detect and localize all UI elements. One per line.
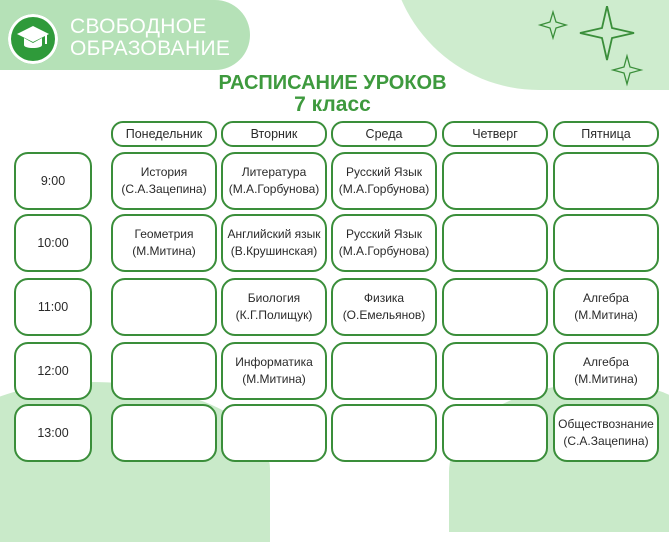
- lesson-subject: Алгебра: [583, 355, 629, 369]
- brand-line-1: СВОБОДНОЕ: [70, 15, 207, 38]
- time-slot: 13:00: [14, 404, 92, 462]
- lesson-subject: Информатика: [235, 355, 313, 369]
- lesson-teacher: (К.Г.Полищук): [235, 308, 313, 322]
- lesson-subject: Физика: [363, 291, 405, 305]
- lesson-subject: Алгебра: [583, 291, 629, 305]
- lesson-cell: [553, 214, 659, 272]
- lesson-cell: [553, 404, 659, 462]
- day-header: Вторник: [221, 121, 327, 147]
- lesson-teacher: (М.А.Горбунова): [338, 244, 430, 258]
- day-header: Понедельник: [111, 121, 217, 147]
- lesson-teacher: (С.А.Зацепина): [121, 182, 207, 196]
- lesson-subject: Литература: [241, 165, 307, 179]
- class-label: 7 класс: [294, 93, 371, 116]
- lesson-teacher: (В.Крушинская): [230, 244, 318, 258]
- lesson-subject: Геометрия: [134, 227, 194, 241]
- lesson-cell: [331, 404, 437, 462]
- lesson-teacher: (М.А.Горбунова): [338, 182, 430, 196]
- lesson-cell: [442, 404, 548, 462]
- lesson-cell: [442, 214, 548, 272]
- lesson-cell: [221, 404, 327, 462]
- day-header: Пятница: [553, 121, 659, 147]
- time-slot: 11:00: [14, 278, 92, 336]
- lesson-subject: Русский Язык: [346, 165, 422, 179]
- lesson-cell: [331, 278, 437, 336]
- brand-name: [70, 16, 230, 60]
- lesson-cell: [111, 404, 217, 462]
- page-title: [0, 72, 669, 116]
- lesson-cell: [221, 342, 327, 400]
- lesson-cell: [442, 278, 548, 336]
- lesson-cell: [553, 152, 659, 210]
- time-slot: 9:00: [14, 152, 92, 210]
- lesson-cell: [331, 214, 437, 272]
- lesson-teacher: (М.Митина): [132, 244, 196, 258]
- lesson-cell: [553, 278, 659, 336]
- brand-line-2: ОБРАЗОВАНИЕ: [70, 37, 231, 60]
- lesson-subject: Биология: [247, 291, 301, 305]
- lesson-teacher: (М.Митина): [242, 372, 306, 386]
- lesson-cell: [442, 342, 548, 400]
- day-header: Четверг: [442, 121, 548, 147]
- lesson-cell: [331, 152, 437, 210]
- lesson-cell: [221, 214, 327, 272]
- lesson-teacher: (М.Митина): [574, 372, 638, 386]
- lesson-cell: [111, 152, 217, 210]
- lesson-cell: [111, 278, 217, 336]
- graduation-cap-icon: [8, 14, 58, 64]
- lesson-cell: [221, 278, 327, 336]
- time-slot: 12:00: [14, 342, 92, 400]
- lesson-cell: [111, 342, 217, 400]
- lesson-cell: [553, 342, 659, 400]
- lesson-teacher: (М.А.Горбунова): [228, 182, 320, 196]
- lesson-subject: Обществознание: [558, 417, 654, 431]
- lesson-subject: Английский язык: [227, 227, 321, 241]
- lesson-cell: [111, 214, 217, 272]
- lesson-subject: История: [140, 165, 188, 179]
- lesson-teacher: (С.А.Зацепина): [563, 434, 649, 448]
- time-slot: 10:00: [14, 214, 92, 272]
- lesson-cell: [442, 152, 548, 210]
- schedule-heading: РАСПИСАНИЕ УРОКОВ: [218, 72, 447, 94]
- lesson-cell: [331, 342, 437, 400]
- lesson-teacher: (М.Митина): [574, 308, 638, 322]
- lesson-teacher: (О.Емельянов): [342, 308, 426, 322]
- lesson-subject: Русский Язык: [346, 227, 422, 241]
- day-header: Среда: [331, 121, 437, 147]
- lesson-cell: [221, 152, 327, 210]
